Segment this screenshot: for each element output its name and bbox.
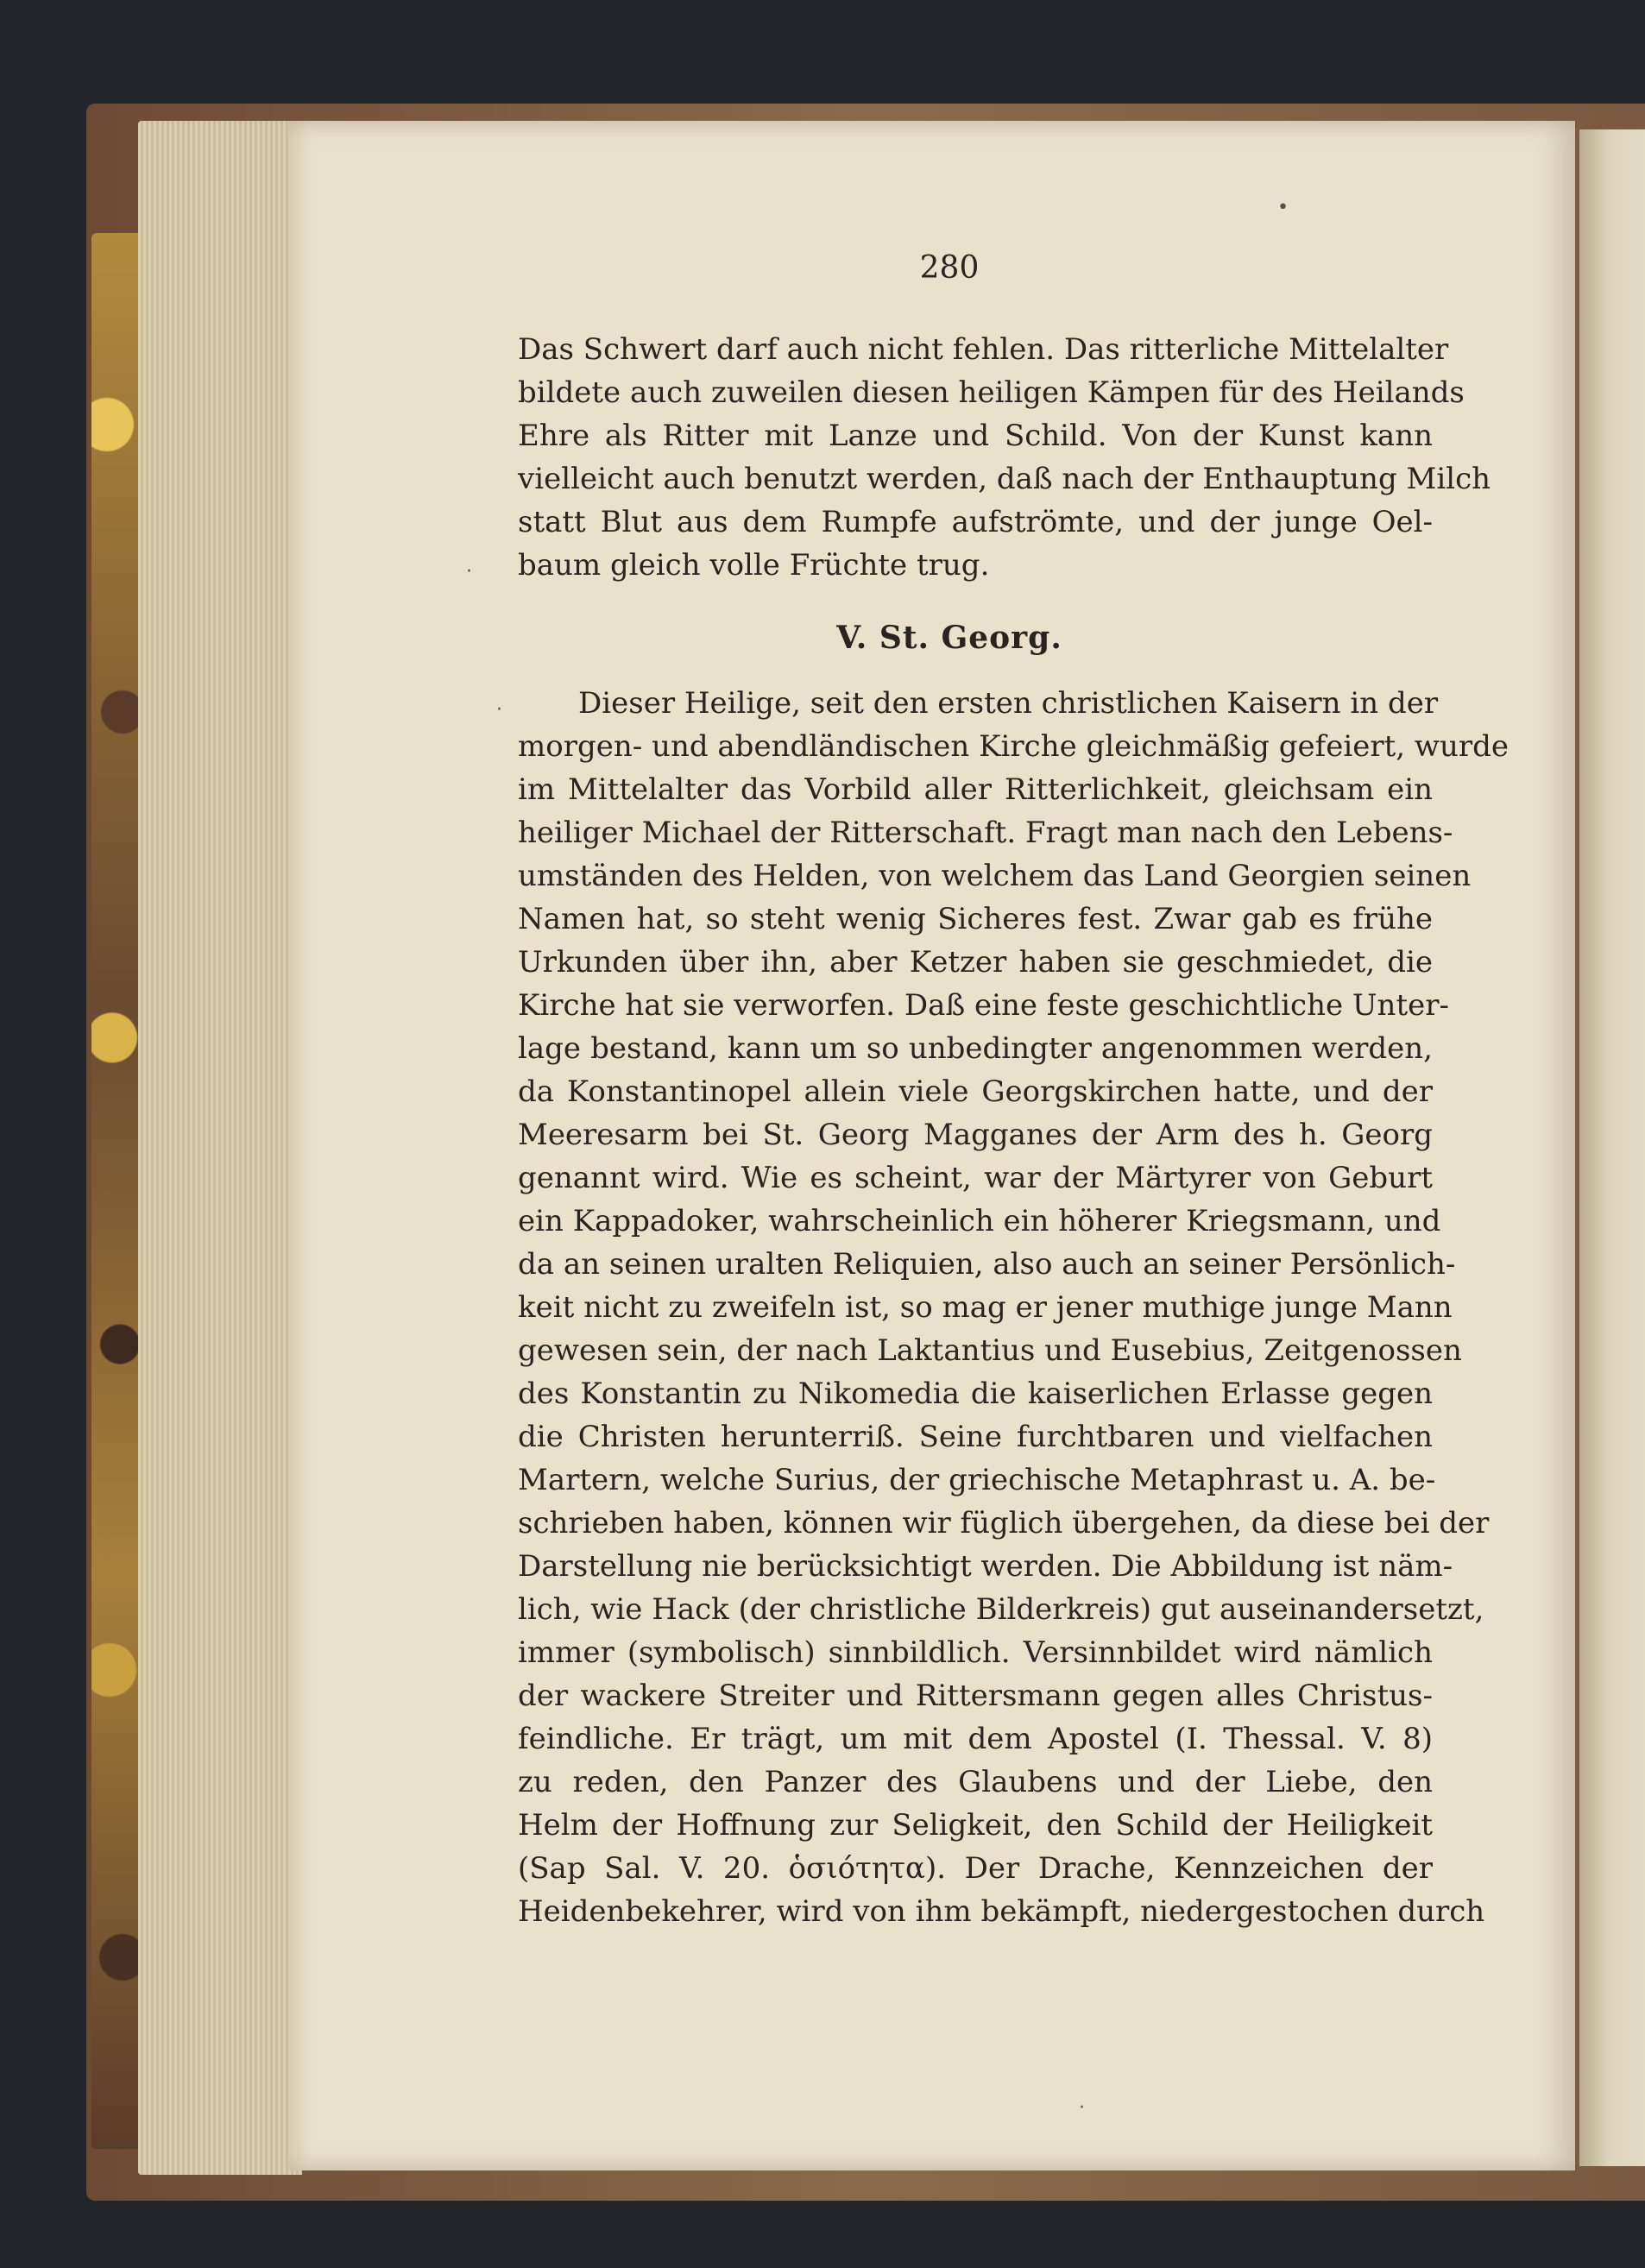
text-line: umständen des Helden, von welchem das Land Georgien seinen xyxy=(518,859,1472,893)
text-line: heiliger Michael der Ritterschaft. Fragt man nach den Lebens- xyxy=(518,816,1453,850)
text-line: lich, wie Hack (der christliche Bilderkreis) gut auseinandersetzt, xyxy=(518,1592,1484,1627)
text-line: des Konstantin zu Nikomedia die kaiserlichen Erlasse gegen xyxy=(518,1377,1433,1411)
paragraph-saint-george xyxy=(518,682,1509,1933)
page-edges xyxy=(138,121,302,2175)
text-line: Martern, welche Surius, der griechische Metaphrast u. A. be- xyxy=(518,1463,1436,1497)
text-line: da an seinen uralten Reliquien, also auch an seiner Persönlich- xyxy=(518,1247,1456,1282)
text-line: schrieben haben, können wir füglich übergehen, da diese bei der xyxy=(518,1506,1490,1540)
text-line: Urkunden über ihn, aber Ketzer haben sie geschmiedet, die xyxy=(518,945,1433,980)
text-line: Das Schwert darf auch nicht fehlen. Das ritterliche Mittelalter xyxy=(518,332,1449,367)
text-line: bildete auch zuweilen diesen heiligen Kämpen für des Heilands xyxy=(518,375,1465,410)
speck-mark: · xyxy=(1079,2097,1085,2119)
text-line: Helm der Hoffnung zur Seligkeit, den Schild der Heiligkeit xyxy=(518,1808,1433,1843)
facing-page-edge xyxy=(1579,129,1645,2166)
paragraph-saint-michael-end xyxy=(518,328,1491,587)
marbled-cover-edge xyxy=(91,233,143,2149)
text-line: Heidenbekehrer, wird von ihm bekämpft, niedergestochen durch xyxy=(518,1894,1485,1929)
speck-mark: · xyxy=(466,561,472,583)
text-line: Ehre als Ritter mit Lanze und Schild. Von der Kunst kann xyxy=(518,419,1433,453)
text-line: gewesen sein, der nach Laktantius und Eusebius, Zeitgenossen xyxy=(518,1333,1462,1368)
speck-mark: • xyxy=(1277,197,1289,218)
text-line: statt Blut aus dem Rumpfe aufströmte, und der junge Oel- xyxy=(518,505,1433,539)
text-line: genannt wird. Wie es scheint, war der Märtyrer von Geburt xyxy=(518,1161,1433,1195)
text-line: Kirche hat sie verworfen. Daß eine feste geschichtliche Unter- xyxy=(518,988,1449,1023)
text-line: ein Kappadoker, wahrscheinlich ein höherer Kriegsmann, und xyxy=(518,1204,1441,1238)
text-line: Dieser Heilige, seit den ersten christlichen Kaisern in der xyxy=(578,686,1439,721)
text-line: keit nicht zu zweifeln ist, so mag er jener muthige junge Mann xyxy=(518,1290,1453,1325)
speck-mark: · xyxy=(496,699,502,721)
text-line: zu reden, den Panzer des Glaubens und der Liebe, den xyxy=(518,1765,1433,1799)
text-line: feindliche. Er trägt, um mit dem Apostel (I. Thessal. V. 8) xyxy=(518,1722,1433,1756)
text-line: vielleicht auch benutzt werden, daß nach der Enthauptung Milch xyxy=(518,462,1491,496)
text-line: Namen hat, so steht wenig Sicheres fest. Zwar gab es frühe xyxy=(518,902,1433,936)
text-line: im Mittelalter das Vorbild aller Ritterlichkeit, gleichsam ein xyxy=(518,772,1433,807)
text-line: (Sap Sal. V. 20. ὁσιότητα). Der Drache, Kennzeichen der xyxy=(518,1851,1433,1886)
page-number: 280 xyxy=(919,250,980,286)
text-line: die Christen herunterriß. Seine furchtbaren und vielfachen xyxy=(518,1420,1433,1454)
text-line: immer (symbolisch) sinnbildlich. Versinnbildet wird nämlich xyxy=(518,1635,1433,1670)
section-heading: V. St. Georg. xyxy=(836,620,1062,656)
text-line: da Konstantinopel allein viele Georgskirchen hatte, und der xyxy=(518,1074,1433,1109)
text-line: Meeresarm bei St. Georg Magganes der Arm des h. Georg xyxy=(518,1118,1433,1152)
text-line: der wackere Streiter und Rittersmann gegen alles Christus- xyxy=(518,1679,1433,1713)
text-line: baum gleich volle Früchte trug. xyxy=(518,548,990,583)
text-line: lage bestand, kann um so unbedingter angenommen werden, xyxy=(518,1031,1433,1066)
text-line: morgen- und abendländischen Kirche gleichmäßig gefeiert, wurde xyxy=(518,729,1509,764)
text-line: Darstellung nie berücksichtigt werden. Die Abbildung ist näm- xyxy=(518,1549,1453,1584)
